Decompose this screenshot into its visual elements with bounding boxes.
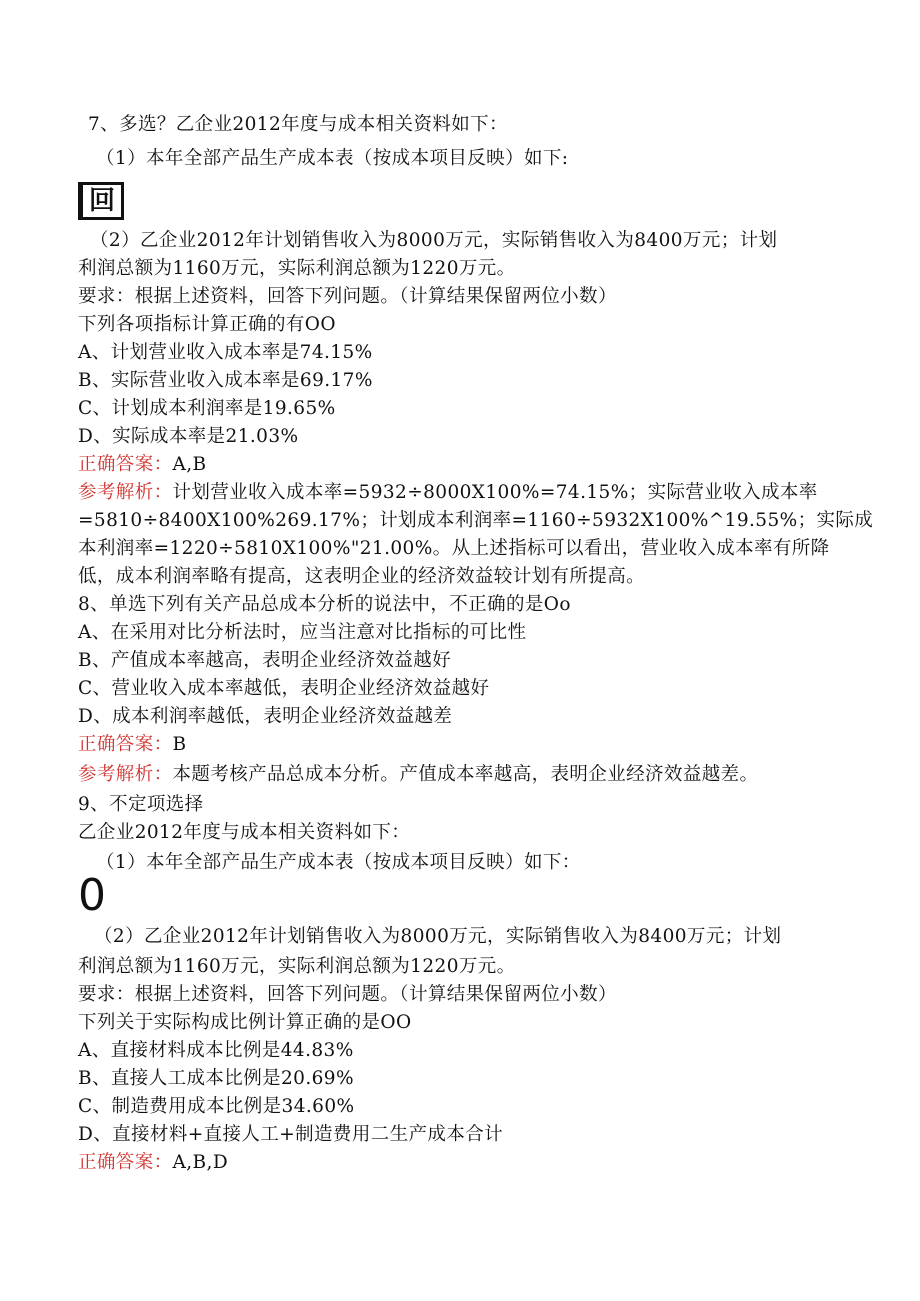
q8-option-b: B、产值成本率越高，表明企业经济效益越好 [78,650,452,671]
q8-analysis-label: 参考解析： [78,764,173,785]
q9-item2-line1: （2）乙企业2012年计划销售收入为8000万元，实际销售收入为8400万元；计划 [94,926,782,947]
q9-item1: （1）本年全部产品生产成本表（按成本项目反映）如下： [96,852,581,873]
q7-answer [78,452,207,478]
q7-analysis-text1: 计划营业收入成本率=5932÷8000X100%=74.15%；实际营业收入成本率 [172,482,818,503]
q9-item2-line2: 利润总额为1160万元，实际利润总额为1220万元。 [78,956,516,977]
q7-title: 7、多选？乙企业2012年度与成本相关资料如下： [88,114,508,135]
q7-image-placeholder [78,174,124,220]
q7-image-placeholder-glyph: 回 [78,182,124,220]
q7-analysis-line1 [78,480,818,506]
q7-answer-label: 正确答案： [78,454,173,475]
q8-answer [78,732,187,758]
q9-answer-label: 正确答案： [78,1152,173,1173]
q7-option-d: D、实际成本率是21.03% [78,426,299,447]
q9-question: 下列关于实际构成比例计算正确的是OO [78,1012,412,1033]
q7-option-b: B、实际营业收入成本率是69.17% [78,370,373,391]
q9-option-a: A、直接材料成本比例是44.83% [78,1040,354,1061]
q7-item2-line2: 利润总额为1160万元，实际利润总额为1220万元。 [78,258,516,279]
q8-title: 8、单选下列有关产品总成本分析的说法中，不正确的是Oo [78,594,571,615]
q7-answer-value: A,B [172,454,207,475]
q7-analysis-line3: 本利润率=1220÷5810X100%"21.00%。从上述指标可以看出，营业收入成本率有所降 [78,538,830,559]
q8-answer-value: B [172,734,187,755]
q8-option-c: C、营业收入成本率越低，表明企业经济效益越好 [78,678,490,699]
q7-item2-line1: （2）乙企业2012年计划销售收入为8000万元，实际销售收入为8400万元；计划 [90,230,778,251]
q7-question: 下列各项指标计算正确的有OO [78,314,336,335]
q7-analysis-line4: 低，成本利润率略有提高，这表明企业的经济效益较计划有所提高。 [78,566,646,587]
q9-option-c: C、制造费用成本比例是34.60% [78,1096,355,1117]
q7-analysis-label: 参考解析： [78,482,173,503]
q8-option-d: D、成本利润率越低，表明企业经济效益越差 [78,706,453,727]
q7-option-c: C、计划成本利润率是19.65% [78,398,336,419]
q8-answer-label: 正确答案： [78,734,173,755]
q9-image-placeholder: 0 [78,870,106,921]
q8-analysis-text: 本题考核产品总成本分析。产值成本率越高，表明企业经济效益越差。 [172,764,759,785]
q9-answer [78,1150,228,1176]
q7-option-a: A、计划营业收入成本率是74.15% [78,342,373,363]
q8-analysis [78,762,758,788]
q9-requirement: 要求：根据上述资料，回答下列问题。（计算结果保留两位小数） [78,984,617,1005]
q9-answer-value: A,B,D [172,1152,229,1173]
q9-title: 9、不定项选择 [78,794,204,815]
q9-option-d: D、直接材料+直接人工+制造费用二生产成本合计 [78,1124,504,1145]
q7-analysis-line2: =5810÷8400X100%269.17%；计划成本利润率=1160÷5932X100%^19.55%；实际成 [78,510,874,531]
q8-option-a: A、在采用对比分析法时，应当注意对比指标的可比性 [78,622,527,643]
q7-requirement: 要求：根据上述资料，回答下列问题。（计算结果保留两位小数） [78,286,617,307]
q7-item1: （1）本年全部产品生产成本表（按成本项目反映）如下: [96,148,569,169]
q9-intro: 乙企业2012年度与成本相关资料如下： [78,822,411,843]
q9-option-b: B、直接人工成本比例是20.69% [78,1068,354,1089]
